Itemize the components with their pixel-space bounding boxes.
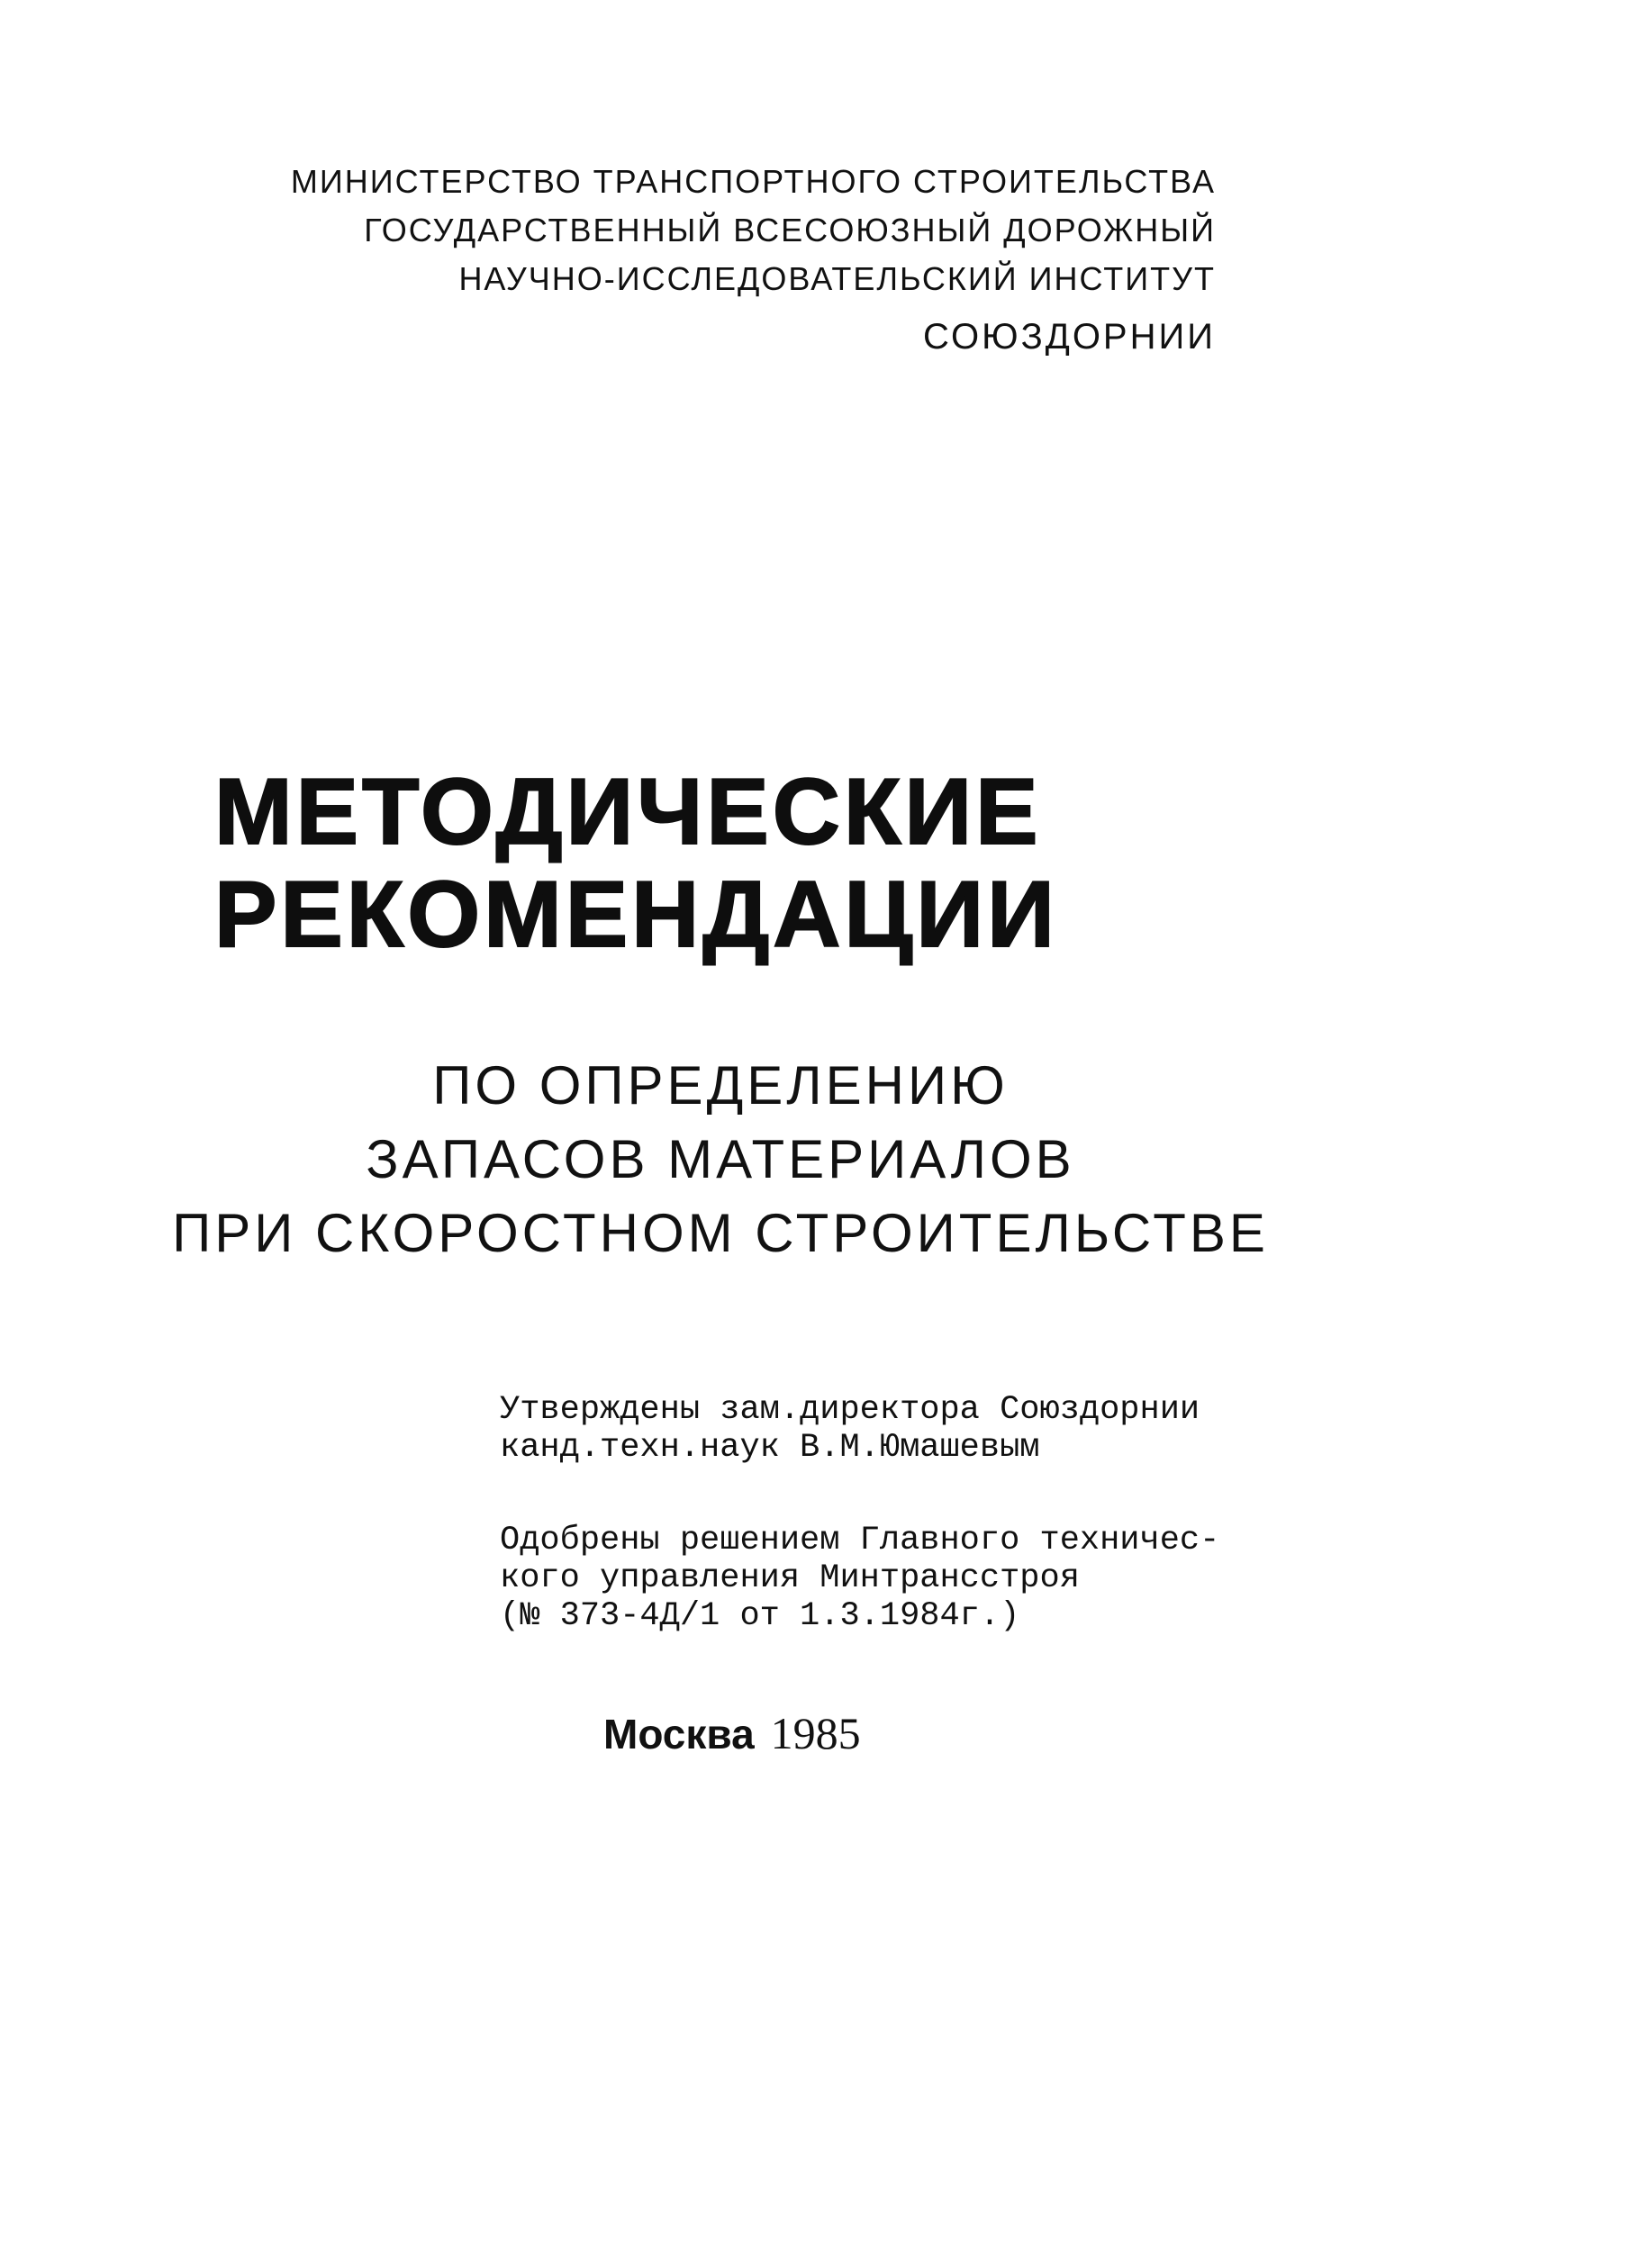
subtitle-line-2: ЗАПАСОВ МАТЕРИАЛОВ [366, 1129, 1075, 1189]
publisher-header [225, 158, 1216, 366]
institute-line-2: НАУЧНО-ИССЛЕДОВАТЕЛЬСКИЙ ИНСТИТУТ [458, 260, 1216, 297]
endorsement-line-2: кого управления Минтрансстроя [500, 1559, 1080, 1597]
approval-note [500, 1391, 1310, 1467]
document-title [214, 761, 1205, 966]
ministry-line: МИНИСТЕРСТВО ТРАНСПОРТНОГО СТРОИТЕЛЬСТВА [290, 163, 1216, 200]
document-subtitle [135, 1049, 1306, 1270]
approval-line-2: канд.техн.наук В.М.Юмашевым [500, 1429, 1040, 1467]
title-line-1: МЕТОДИЧЕСКИЕ [214, 760, 1042, 864]
publication-city: Москва [603, 1711, 755, 1757]
subtitle-line-1: ПО ОПРЕДЕЛЕНИЮ [432, 1055, 1009, 1116]
approval-line-1: Утверждены зам.директора Союздорнии [500, 1391, 1200, 1429]
publication-imprint [603, 1706, 861, 1761]
institute-line-1: ГОСУДАРСТВЕННЫЙ ВСЕСОЮЗНЫЙ ДОРОЖНЫЙ [364, 212, 1216, 248]
endorsement-note [500, 1522, 1310, 1635]
endorsement-line-3: (№ 373-4Д/1 от 1.3.1984г.) [500, 1597, 1020, 1635]
endorsement-line-1: Одобрены решением Главного техничес- [500, 1522, 1220, 1559]
subtitle-line-3: ПРИ СКОРОСТНОМ СТРОИТЕЛЬСТВЕ [172, 1203, 1269, 1263]
organization-name: СОЮЗДОРНИИ [923, 317, 1216, 357]
title-line-2: РЕКОМЕНДАЦИИ [214, 863, 1058, 967]
publication-year: 1985 [770, 1708, 861, 1758]
